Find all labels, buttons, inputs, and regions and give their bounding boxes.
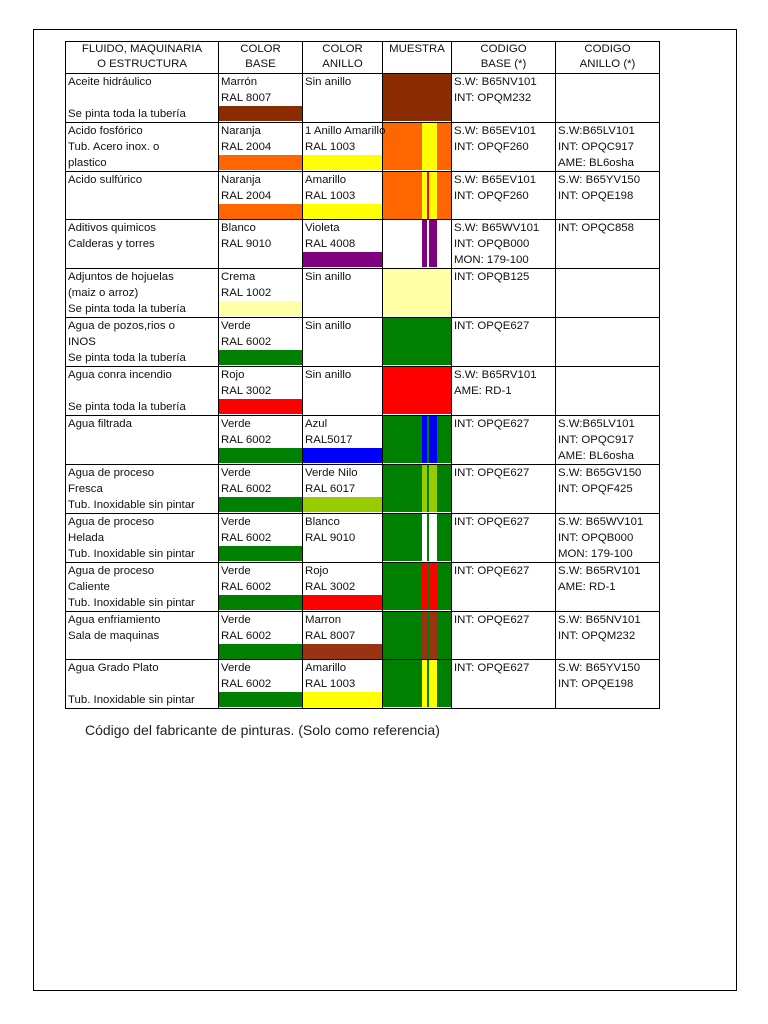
base-color-line: RAL 3002 — [221, 385, 272, 397]
page-frame-right — [736, 29, 737, 991]
base-color-swatch — [219, 497, 302, 512]
sample-ring-swatch — [422, 612, 437, 659]
code-base-cell — [452, 367, 556, 416]
sample-base-swatch — [383, 416, 451, 463]
sample-ring-swatch — [422, 220, 437, 267]
ring-color-swatch — [303, 692, 382, 707]
base-color-cell — [219, 318, 303, 367]
ring-color-swatch — [303, 448, 382, 463]
pipe-color-code-table — [65, 41, 660, 709]
base-color-line: Verde — [221, 418, 251, 430]
footnote: Código del fabricante de pinturas. (Solo como referencia) — [85, 722, 440, 738]
page-frame-left — [33, 29, 34, 991]
ring-color-cell — [303, 612, 383, 660]
base-color-swatch — [219, 350, 302, 365]
fluid-line: Agua Grado Plato — [68, 662, 159, 674]
code-ring-line: S.W: B65NV101 — [558, 614, 641, 626]
sample-cell — [383, 416, 452, 465]
base-color-line: RAL 6002 — [221, 581, 272, 593]
code-base-line: AME: RD-1 — [454, 385, 512, 397]
fluid-cell — [66, 660, 219, 709]
base-color-cell — [219, 367, 303, 416]
table-row — [66, 416, 660, 465]
code-ring-line: S.W:B65LV101 — [558, 125, 635, 137]
code-base-line: INT: OPQF260 — [454, 190, 529, 202]
base-color-swatch — [219, 692, 302, 707]
fluid-line: Tub. Inoxidable sin pintar — [68, 694, 195, 706]
fluid-line: Tub. Acero inox. o — [68, 141, 160, 153]
code-ring-line: AME: BL6osha — [558, 157, 634, 169]
base-color-line: RAL 6002 — [221, 483, 272, 495]
sample-base-swatch — [383, 74, 451, 121]
header-sample-line1: MUESTRA — [389, 43, 445, 55]
table-row — [66, 465, 660, 514]
base-color-swatch — [219, 252, 302, 267]
fluid-line: INOS — [68, 336, 96, 348]
base-color-swatch — [219, 644, 302, 659]
ring-color-overflow-label: 1 Anillo Amarillo — [305, 125, 386, 137]
code-ring-cell — [556, 563, 660, 612]
code-base-cell — [452, 514, 556, 563]
fluid-line: Se pinta toda la tubería — [68, 303, 186, 315]
code-ring-cell — [556, 465, 660, 514]
fluid-cell — [66, 172, 219, 220]
code-base-line: INT: OPQE627 — [454, 614, 530, 626]
code-ring-line: INT: OPQC917 — [558, 141, 634, 153]
ring-color-line: RAL5017 — [305, 434, 353, 446]
header-ring-line1: COLOR — [322, 43, 363, 55]
code-ring-line: INT: OPQF425 — [558, 483, 633, 495]
table-row — [66, 220, 660, 269]
sample-ring-swatch — [422, 563, 437, 610]
ring-color-line: Rojo — [305, 565, 329, 577]
code-ring-line: INT: OPQE198 — [558, 190, 634, 202]
code-base-cell — [452, 123, 556, 172]
code-base-cell — [452, 563, 556, 612]
fluid-line: Se pinta toda la tubería — [68, 352, 186, 364]
ring-color-swatch — [303, 644, 382, 659]
sample-ring-swatch — [422, 660, 437, 707]
sample-stripe — [427, 465, 429, 512]
sample-stripe — [427, 563, 429, 610]
code-ring-line: AME: BL6osha — [558, 450, 634, 462]
ring-color-line: RAL 1003 — [305, 678, 356, 690]
fluid-line: (maiz o arroz) — [68, 287, 139, 299]
sample-base-swatch — [383, 563, 451, 610]
fluid-line: Adjuntos de hojuelas — [68, 271, 174, 283]
fluid-line: Agua de pozos,rios o — [68, 320, 176, 332]
fluid-line: Agua enfriamiento — [68, 614, 161, 626]
ring-color-cell — [303, 172, 383, 220]
code-ring-cell — [556, 220, 660, 269]
code-base-line: INT: OPQB000 — [454, 238, 530, 250]
ring-color-swatch — [303, 252, 382, 267]
ring-color-line: Verde Nilo — [305, 467, 358, 479]
table-row — [66, 269, 660, 318]
ring-color-line: Sin anillo — [305, 369, 352, 381]
sample-base-swatch — [383, 612, 451, 659]
fluid-cell — [66, 416, 219, 465]
base-color-line: RAL 6002 — [221, 336, 272, 348]
code-base-line: INT: OPQM232 — [454, 92, 532, 104]
base-color-line: Verde — [221, 320, 251, 332]
fluid-cell — [66, 465, 219, 514]
code-ring-line: INT: OPQE198 — [558, 678, 634, 690]
fluid-line: Tub. Inoxidable sin pintar — [68, 548, 195, 560]
sample-cell — [383, 660, 452, 709]
base-color-cell — [219, 514, 303, 563]
fluid-line: Agua filtrada — [68, 418, 132, 430]
code-base-cell — [452, 612, 556, 660]
ring-color-swatch — [303, 204, 382, 219]
sample-base-swatch — [383, 269, 451, 316]
base-color-cell — [219, 269, 303, 318]
ring-color-line: Blanco — [305, 516, 340, 528]
fluid-line — [66, 383, 218, 399]
fluid-cell — [66, 612, 219, 660]
fluid-line: Se pinta toda la tubería — [68, 401, 186, 413]
base-color-cell — [219, 660, 303, 709]
sample-cell — [383, 123, 452, 172]
code-ring-cell — [556, 367, 660, 416]
table-row — [66, 318, 660, 367]
header-base-color — [219, 42, 303, 74]
ring-color-line: RAL 4008 — [305, 238, 356, 250]
sample-cell — [383, 367, 452, 416]
sample-stripe — [427, 660, 429, 707]
fluid-cell — [66, 318, 219, 367]
header-code-base-line2: BASE (*) — [480, 58, 527, 70]
base-color-line: Rojo — [221, 369, 245, 381]
ring-color-line: Violeta — [305, 222, 340, 234]
fluid-cell — [66, 123, 219, 172]
ring-color-line: Sin anillo — [305, 76, 352, 88]
code-base-cell — [452, 172, 556, 220]
ring-color-cell — [303, 416, 383, 465]
table-row — [66, 514, 660, 563]
base-color-line: Verde — [221, 467, 251, 479]
code-ring-line: INT: OPQC858 — [558, 222, 634, 234]
table-row — [66, 612, 660, 660]
base-color-line: Verde — [221, 565, 251, 577]
base-color-line: RAL 1002 — [221, 287, 272, 299]
base-color-line: RAL 6002 — [221, 434, 272, 446]
code-base-cell — [452, 269, 556, 318]
code-base-line: S.W: B65EV101 — [454, 125, 537, 137]
base-color-cell — [219, 612, 303, 660]
fluid-line: Tub. Inoxidable sin pintar — [68, 597, 195, 609]
code-ring-line: S.W:B65LV101 — [558, 418, 635, 430]
ring-color-swatch — [303, 155, 382, 170]
fluid-line: Calderas y torres — [68, 238, 155, 250]
base-color-swatch — [219, 106, 302, 121]
fluid-cell — [66, 563, 219, 612]
code-base-line: S.W: B65RV101 — [454, 369, 537, 381]
ring-color-line: RAL 3002 — [305, 581, 356, 593]
ring-color-line: Sin anillo — [305, 320, 352, 332]
header-fluid-line1: FLUIDO, MAQUINARIA — [81, 43, 203, 55]
ring-color-line: RAL 6017 — [305, 483, 356, 495]
code-ring-line: INT: OPQC917 — [558, 434, 634, 446]
header-sample — [383, 42, 452, 74]
code-ring-cell — [556, 74, 660, 123]
sample-base-swatch — [383, 367, 451, 414]
sample-cell — [383, 612, 452, 660]
header-fluid — [66, 42, 219, 74]
base-color-line: Crema — [221, 271, 256, 283]
ring-color-line: RAL 1003 — [305, 190, 356, 202]
fluid-line: Tub. Inoxidable sin pintar — [68, 499, 195, 511]
ring-color-line: RAL 9010 — [305, 532, 356, 544]
sample-cell — [383, 514, 452, 563]
sample-ring-swatch — [422, 465, 437, 512]
base-color-swatch — [219, 546, 302, 561]
code-base-line: INT: OPQE627 — [454, 516, 530, 528]
base-color-swatch — [219, 448, 302, 463]
code-base-line: INT: OPQE627 — [454, 467, 530, 479]
code-base-line: INT: OPQB125 — [454, 271, 530, 283]
header-code-ring-line2: ANILLO (*) — [579, 58, 636, 70]
ring-color-line: Amarillo — [305, 662, 347, 674]
base-color-cell — [219, 416, 303, 465]
table-body — [66, 74, 660, 709]
sample-base-swatch — [383, 514, 451, 561]
fluid-line — [66, 676, 218, 692]
code-ring-line: AME: RD-1 — [558, 581, 616, 593]
code-ring-cell — [556, 514, 660, 563]
header-base-line2: BASE — [245, 58, 276, 70]
header-code-base — [452, 42, 556, 74]
code-ring-line: S.W: B65WV101 — [558, 516, 644, 528]
base-color-line: Naranja — [221, 125, 261, 137]
base-color-cell — [219, 74, 303, 123]
ring-color-cell — [303, 465, 383, 514]
fluid-cell — [66, 74, 219, 123]
sample-cell — [383, 563, 452, 612]
code-base-cell — [452, 416, 556, 465]
sample-stripe — [427, 612, 429, 659]
base-color-line: Verde — [221, 614, 251, 626]
header-fluid-line2: O ESTRUCTURA — [97, 58, 187, 70]
fluid-line: Aditivos quimicos — [68, 222, 156, 234]
fluid-line — [66, 90, 218, 106]
code-ring-cell — [556, 660, 660, 709]
sample-cell — [383, 220, 452, 269]
code-ring-line: S.W: B65YV150 — [558, 174, 641, 186]
code-base-line: S.W: B65NV101 — [454, 76, 537, 88]
sample-base-swatch — [383, 660, 451, 707]
sample-ring-swatch — [422, 123, 437, 170]
page-frame-bottom — [33, 990, 737, 991]
base-color-cell — [219, 220, 303, 269]
sample-ring-swatch — [422, 514, 437, 561]
sample-cell — [383, 465, 452, 514]
ring-color-line: RAL 1003 — [305, 141, 356, 153]
fluid-cell — [66, 220, 219, 269]
code-base-cell — [452, 660, 556, 709]
code-ring-cell — [556, 123, 660, 172]
code-base-cell — [452, 74, 556, 123]
table-row — [66, 367, 660, 416]
table-row — [66, 172, 660, 220]
code-base-cell — [452, 318, 556, 367]
sample-stripe — [427, 416, 429, 463]
base-color-line: Verde — [221, 516, 251, 528]
code-ring-line: MON: 179-100 — [558, 548, 633, 560]
base-color-line: Blanco — [221, 222, 256, 234]
table-row — [66, 74, 660, 123]
code-ring-line: INT: OPQM232 — [558, 630, 636, 642]
sample-cell — [383, 172, 452, 220]
code-ring-line: S.W: B65YV150 — [558, 662, 641, 674]
sample-base-swatch — [383, 220, 451, 267]
base-color-line: RAL 6002 — [221, 678, 272, 690]
ring-color-line: Sin anillo — [305, 271, 352, 283]
sample-base-swatch — [383, 172, 451, 219]
sample-ring-swatch — [422, 416, 437, 463]
ring-color-cell — [303, 318, 383, 367]
sample-stripe — [427, 220, 429, 267]
sample-stripe — [427, 172, 429, 219]
table-header-row — [66, 42, 660, 74]
fluid-line: Helada — [68, 532, 105, 544]
table-row — [66, 123, 660, 172]
fluid-line: Fresca — [68, 483, 103, 495]
code-ring-cell — [556, 612, 660, 660]
base-color-swatch — [219, 301, 302, 316]
base-color-line: RAL 2004 — [221, 190, 272, 202]
fluid-line: Sala de maquinas — [68, 630, 160, 642]
base-color-line: RAL 2004 — [221, 141, 272, 153]
ring-color-cell — [303, 123, 386, 172]
base-color-swatch — [219, 595, 302, 610]
ring-color-cell — [303, 563, 383, 612]
ring-color-cell — [303, 367, 383, 416]
fluid-line: Agua de proceso — [68, 467, 155, 479]
fluid-line: Agua conra incendio — [68, 369, 172, 381]
base-color-swatch — [219, 155, 302, 170]
fluid-line: Aceite hidráulico — [68, 76, 152, 88]
base-color-cell — [219, 172, 303, 220]
sample-cell — [383, 74, 452, 123]
base-color-line: Marrón — [221, 76, 258, 88]
header-code-ring — [556, 42, 660, 74]
sample-base-swatch — [383, 123, 451, 170]
fluid-cell — [66, 514, 219, 563]
ring-color-line: Azul — [305, 418, 328, 430]
fluid-cell — [66, 269, 219, 318]
ring-color-swatch — [303, 497, 382, 512]
header-ring-line2: ANILLO — [322, 58, 363, 70]
page-frame-top — [33, 29, 737, 30]
code-ring-cell — [556, 172, 660, 220]
ring-color-line: RAL 8007 — [305, 630, 356, 642]
fluid-line: Acido sulfúrico — [68, 174, 143, 186]
fluid-line: Acido fosfórico — [68, 125, 143, 137]
fluid-line: Caliente — [68, 581, 110, 593]
code-base-line: S.W: B65EV101 — [454, 174, 537, 186]
code-base-line: MON: 179-100 — [454, 254, 529, 266]
table-row — [66, 660, 660, 709]
ring-color-cell — [303, 660, 383, 709]
table-row — [66, 563, 660, 612]
sample-cell — [383, 269, 452, 318]
code-ring-cell — [556, 416, 660, 465]
code-base-line: INT: OPQE627 — [454, 565, 530, 577]
sample-ring-swatch — [422, 172, 437, 219]
fluid-line: Agua de proceso — [68, 516, 155, 528]
ring-color-cell — [303, 514, 383, 563]
base-color-line: Naranja — [221, 174, 261, 186]
base-color-cell — [219, 563, 303, 612]
code-ring-cell — [556, 269, 660, 318]
code-ring-line: S.W: B65GV150 — [558, 467, 642, 479]
code-base-line: S.W: B65WV101 — [454, 222, 540, 234]
code-base-line: INT: OPQF260 — [454, 141, 529, 153]
header-code-base-line1: CODIGO — [480, 43, 527, 55]
fluid-cell — [66, 367, 219, 416]
base-color-line: RAL 6002 — [221, 630, 272, 642]
sample-base-swatch — [383, 465, 451, 512]
fluid-line: Agua de proceso — [68, 565, 155, 577]
base-color-line: RAL 9010 — [221, 238, 272, 250]
base-color-line: Verde — [221, 662, 251, 674]
ring-color-line: Amarillo — [305, 174, 347, 186]
base-color-cell — [219, 123, 303, 172]
ring-color-cell — [303, 269, 383, 318]
ring-color-cell — [303, 74, 383, 123]
fluid-line: plastico — [68, 157, 107, 169]
ring-color-swatch — [303, 595, 382, 610]
code-ring-line: S.W: B65RV101 — [558, 565, 641, 577]
code-base-cell — [452, 220, 556, 269]
code-base-line: INT: OPQE627 — [454, 662, 530, 674]
fluid-line: Se pinta toda la tubería — [68, 108, 186, 120]
sample-cell — [383, 318, 452, 367]
sample-stripe — [427, 514, 429, 561]
base-color-line: RAL 8007 — [221, 92, 272, 104]
base-color-cell — [219, 465, 303, 514]
ring-color-line: Marron — [305, 614, 342, 626]
header-code-ring-line1: CODIGO — [584, 43, 631, 55]
code-base-line: INT: OPQE627 — [454, 418, 530, 430]
header-ring-color — [303, 42, 383, 74]
sample-base-swatch — [383, 318, 451, 365]
code-base-line: INT: OPQE627 — [454, 320, 530, 332]
code-base-cell — [452, 465, 556, 514]
header-base-line1: COLOR — [240, 43, 281, 55]
code-ring-cell — [556, 318, 660, 367]
base-color-swatch — [219, 399, 302, 414]
ring-color-swatch — [303, 546, 382, 561]
code-ring-line: INT: OPQB000 — [558, 532, 634, 544]
ring-color-cell — [303, 220, 383, 269]
base-color-line: RAL 6002 — [221, 532, 272, 544]
base-color-swatch — [219, 204, 302, 219]
